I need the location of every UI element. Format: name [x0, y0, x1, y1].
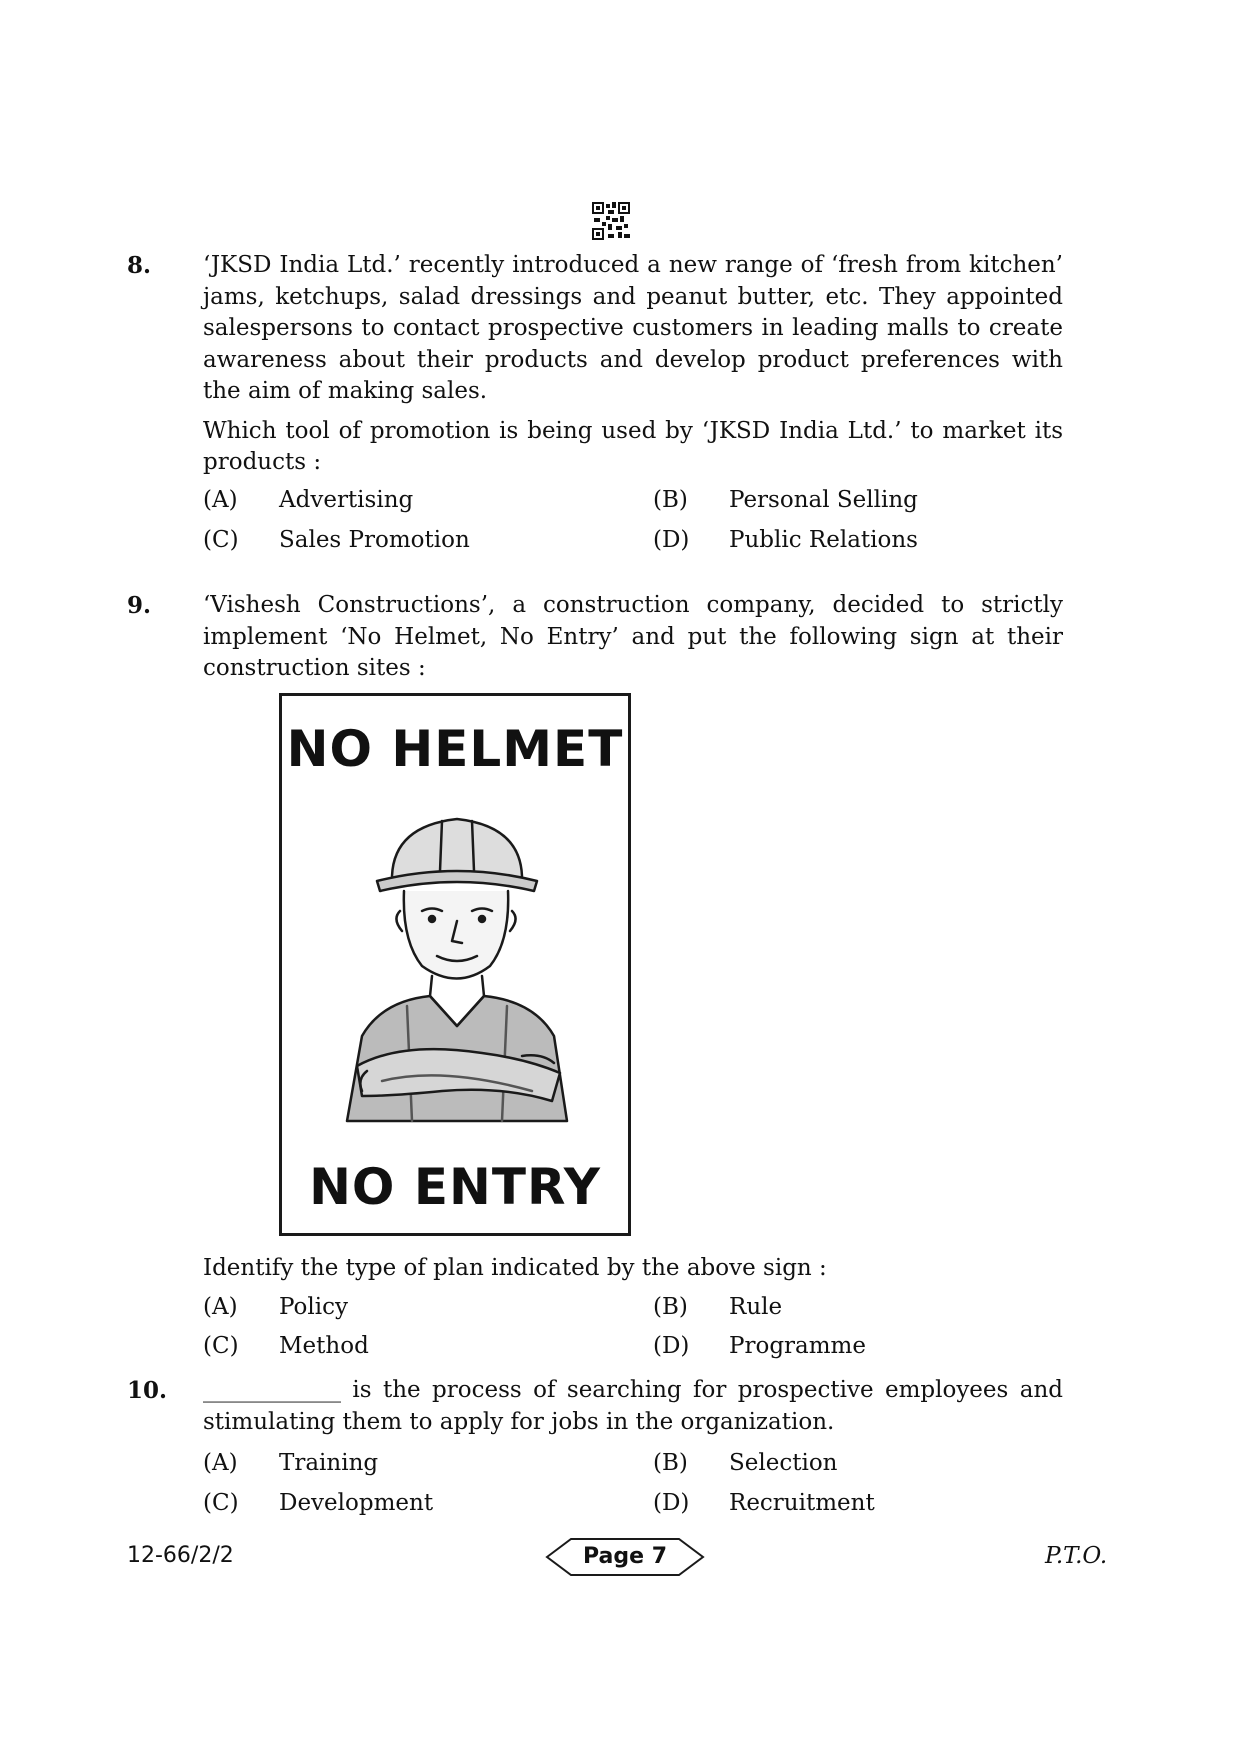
- option-text: Training: [279, 1450, 379, 1476]
- construction-worker-icon: [322, 791, 592, 1146]
- option-label: (B): [653, 487, 688, 513]
- option-text: Development: [279, 1490, 434, 1516]
- option-text: Selection: [729, 1450, 838, 1476]
- option-label: (C): [203, 1333, 239, 1359]
- question-prompt: Which tool of promotion is being used by ‘JKSD India Ltd.’ to market its products :: [203, 417, 1063, 475]
- question-paragraph: ‘Vishesh Constructions’, a construction company, decided to strictly implement ‘No Helmet, No Entry’ and put the following sign at their construction sites :: [203, 592, 1063, 681]
- option-label: (B): [653, 1450, 688, 1476]
- page-number-badge: [545, 1536, 705, 1578]
- please-turn-over: P.T.O.: [1045, 1543, 1108, 1569]
- option-text: Personal Selling: [729, 487, 918, 513]
- option-text: Rule: [729, 1294, 783, 1320]
- option-label: (A): [203, 1294, 238, 1320]
- option-label: (D): [653, 1490, 690, 1516]
- option-text: Public Relations: [729, 527, 918, 553]
- option-text: Policy: [279, 1294, 348, 1320]
- question-paragraph: ____________ is the process of searching for prospective employees and stimulating them to apply for jobs in the organization.: [203, 1377, 1063, 1435]
- no-helmet-sign: [279, 693, 631, 1236]
- qr-code-icon: [592, 202, 630, 240]
- question-number: 8.: [127, 252, 152, 279]
- option-text: Programme: [729, 1333, 866, 1359]
- option-label: (C): [203, 1490, 239, 1516]
- option-label: (B): [653, 1294, 688, 1320]
- page-number: Page 7: [582, 1544, 667, 1569]
- question-paragraph: ‘JKSD India Ltd.’ recently introduced a new range of ‘fresh from kitchen’ jams, ketchups, salad dressings and peanut butter, etc. They appointed salespersons to contact prospective customers in leading malls to create awareness about their products and develop product preferences with the aim of making sales.: [203, 252, 1063, 404]
- option-text: Recruitment: [729, 1490, 875, 1516]
- question-text: [203, 250, 1063, 487]
- sign-top-text: NO HELMET: [286, 720, 624, 778]
- option-text: Sales Promotion: [279, 527, 470, 553]
- sign-bottom-text: NO ENTRY: [309, 1158, 601, 1216]
- question-text: [203, 590, 1063, 693]
- paper-code: 12-66/2/2: [127, 1543, 234, 1568]
- question-text: [203, 1375, 1063, 1446]
- option-label: (C): [203, 527, 239, 553]
- question-number: 10.: [127, 1377, 168, 1404]
- option-text: Advertising: [279, 487, 414, 513]
- option-label: (A): [203, 487, 238, 513]
- question-number: 9.: [127, 592, 152, 619]
- question-prompt: Identify the type of plan indicated by the above sign :: [203, 1255, 827, 1281]
- option-text: Method: [279, 1333, 369, 1359]
- option-label: (A): [203, 1450, 238, 1476]
- option-label: (D): [653, 527, 690, 553]
- option-label: (D): [653, 1333, 690, 1359]
